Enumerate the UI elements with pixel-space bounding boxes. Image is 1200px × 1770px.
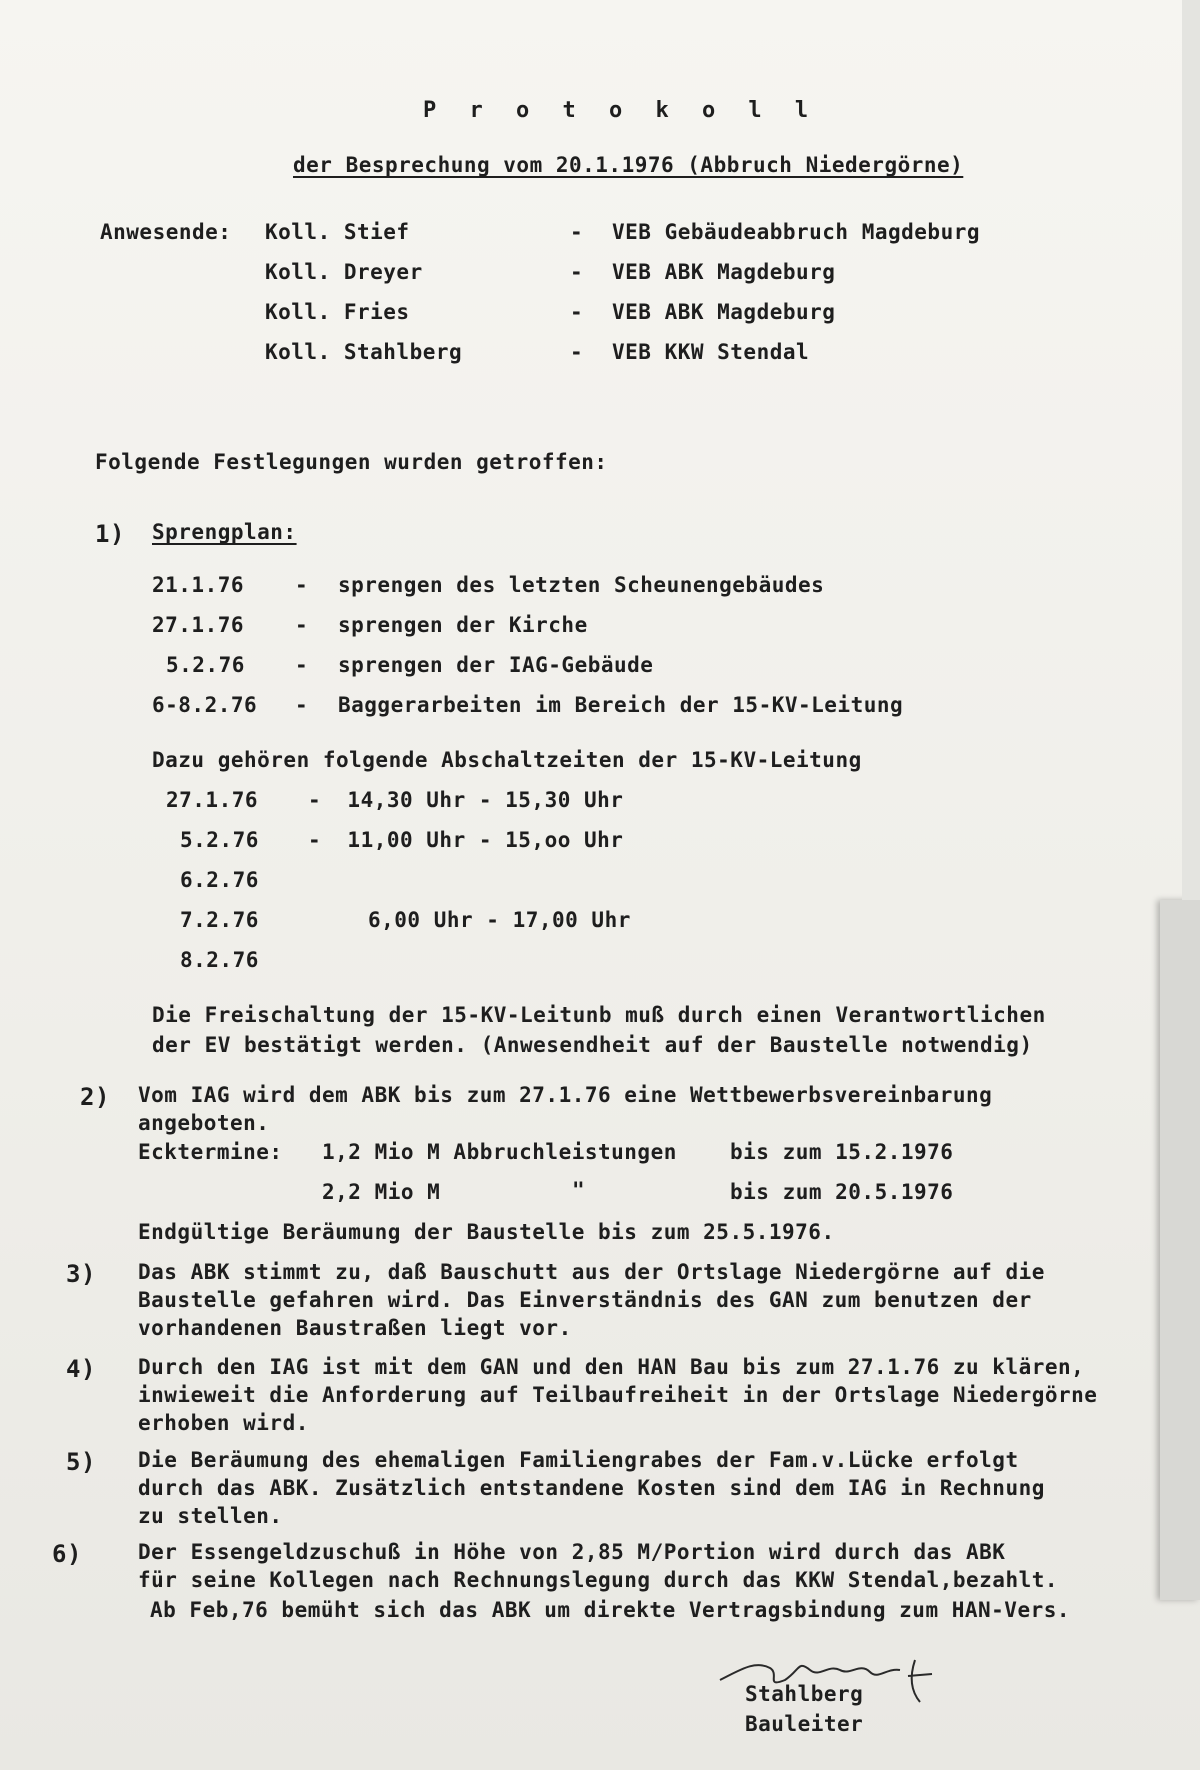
eck2-ditto: ": [572, 1178, 586, 1202]
item4-line: inwieweit die Anforderung auf Teilbaufreiheit in der Ortslage Niedergörne: [138, 1383, 1098, 1407]
item2-line: angeboten.: [138, 1111, 270, 1135]
item4-line: Durch den IAG ist mit dem GAN und den HAN Bau bis zum 27.1.76 zu klären,: [138, 1355, 1085, 1379]
plan-dash: -: [295, 573, 309, 597]
signature-role: Bauleiter: [745, 1712, 864, 1736]
attendee-org: VEB Gebäudeabbruch Magdeburg: [612, 220, 981, 244]
item6-line: Der Essengeldzuschuß in Höhe von 2,85 M/Portion wird durch das ABK: [138, 1540, 1006, 1564]
item-number: 4): [66, 1355, 96, 1383]
attendees-label: Anwesende:: [100, 220, 232, 244]
shutdown-time: - 14,30 Uhr - 15,30 Uhr: [308, 788, 624, 812]
item2-line: Vom IAG wird dem ABK bis zum 27.1.76 eine Wettbewerbsvereinbarung: [138, 1083, 993, 1107]
plan-text: sprengen der IAG-Gebäude: [338, 653, 654, 677]
item6-line: für seine Kollegen nach Rechnungslegung durch das KKW Stendal,bezahlt.: [138, 1568, 1059, 1592]
item2-final: Endgültige Beräumung der Baustelle bis zum 25.5.1976.: [138, 1220, 835, 1244]
crease-shadow: [1182, 0, 1200, 900]
plan-date: 5.2.76: [166, 653, 245, 677]
plan-date: 21.1.76: [152, 573, 245, 597]
eck1-date: bis zum 15.2.1976: [730, 1140, 954, 1164]
document-title: P r o t o k o l l: [423, 98, 819, 123]
attendee-dash: -: [570, 220, 584, 244]
item3-line: vorhandenen Baustraßen liegt vor.: [138, 1316, 572, 1340]
shutdown-date: 27.1.76: [166, 788, 259, 812]
attendee-dash: -: [570, 340, 584, 364]
item1-note: Die Freischaltung der 15-KV-Leitunb muß durch einen Verantwortlichen: [152, 1003, 1046, 1027]
shutdown-date: 6.2.76: [180, 868, 259, 892]
attendee-name: Koll. Fries: [265, 300, 410, 324]
item3-line: Das ABK stimmt zu, daß Bauschutt aus der Ortslage Niedergörne auf die: [138, 1260, 1045, 1284]
ecktermine-label: Ecktermine:: [138, 1140, 283, 1164]
eck2-date: bis zum 20.5.1976: [730, 1180, 954, 1204]
attendee-dash: -: [570, 260, 584, 284]
eck2-amount: 2,2 Mio M: [322, 1180, 441, 1204]
item5-line: Die Beräumung des ehemaligen Familiengrabes der Fam.v.Lücke erfolgt: [138, 1448, 1019, 1472]
intro-line: Folgende Festlegungen wurden getroffen:: [95, 450, 608, 474]
plan-dash: -: [295, 613, 309, 637]
plan-date: 27.1.76: [152, 613, 245, 637]
item-number: 6): [52, 1540, 82, 1568]
torn-edge: [1160, 900, 1200, 1600]
attendee-org: VEB ABK Magdeburg: [612, 300, 836, 324]
item6-line: Ab Feb,76 bemüht sich das ABK um direkte Vertragsbindung zum HAN-Vers.: [150, 1598, 1071, 1622]
item-number: 1): [95, 520, 125, 548]
attendee-dash: -: [570, 300, 584, 324]
signature-name: Stahlberg: [745, 1682, 864, 1706]
item5-line: zu stellen.: [138, 1504, 283, 1528]
plan-text: sprengen des letzten Scheunengebäudes: [338, 573, 825, 597]
item-number: 2): [80, 1083, 110, 1111]
item4-line: erhoben wird.: [138, 1411, 309, 1435]
attendee-org: VEB ABK Magdeburg: [612, 260, 836, 284]
item3-line: Baustelle gefahren wird. Das Einverständnis des GAN zum benutzen der: [138, 1288, 1032, 1312]
plan-text: Baggerarbeiten im Bereich der 15-KV-Leitung: [338, 693, 904, 717]
shutdown-date: 7.2.76: [180, 908, 259, 932]
plan-dash: -: [295, 653, 309, 677]
plan-dash: -: [295, 693, 309, 717]
plan-date: 6-8.2.76: [152, 693, 258, 717]
shutdown-heading: Dazu gehören folgende Abschaltzeiten der 15-KV-Leitung: [152, 748, 862, 772]
shutdown-date: 8.2.76: [180, 948, 259, 972]
shutdown-time: - 11,00 Uhr - 15,oo Uhr: [308, 828, 624, 852]
attendee-name: Koll. Dreyer: [265, 260, 423, 284]
shutdown-date: 5.2.76: [180, 828, 259, 852]
attendee-org: VEB KKW Stendal: [612, 340, 810, 364]
attendee-name: Koll. Stief: [265, 220, 410, 244]
item-number: 3): [66, 1260, 96, 1288]
item-number: 5): [66, 1448, 96, 1476]
plan-text: sprengen der Kirche: [338, 613, 588, 637]
item5-line: durch das ABK. Zusätzlich entstandene Kosten sind dem IAG in Rechnung: [138, 1476, 1045, 1500]
item1-heading: Sprengplan:: [152, 520, 297, 544]
document-subtitle: der Besprechung vom 20.1.1976 (Abbruch Niedergörne): [293, 153, 964, 177]
shutdown-time: 6,00 Uhr - 17,00 Uhr: [368, 908, 631, 932]
eck1-amount: 1,2 Mio M Abbruchleistungen: [322, 1140, 677, 1164]
attendee-name: Koll. Stahlberg: [265, 340, 463, 364]
item1-note: der EV bestätigt werden. (Anwesendheit auf der Baustelle notwendig): [152, 1033, 1033, 1057]
